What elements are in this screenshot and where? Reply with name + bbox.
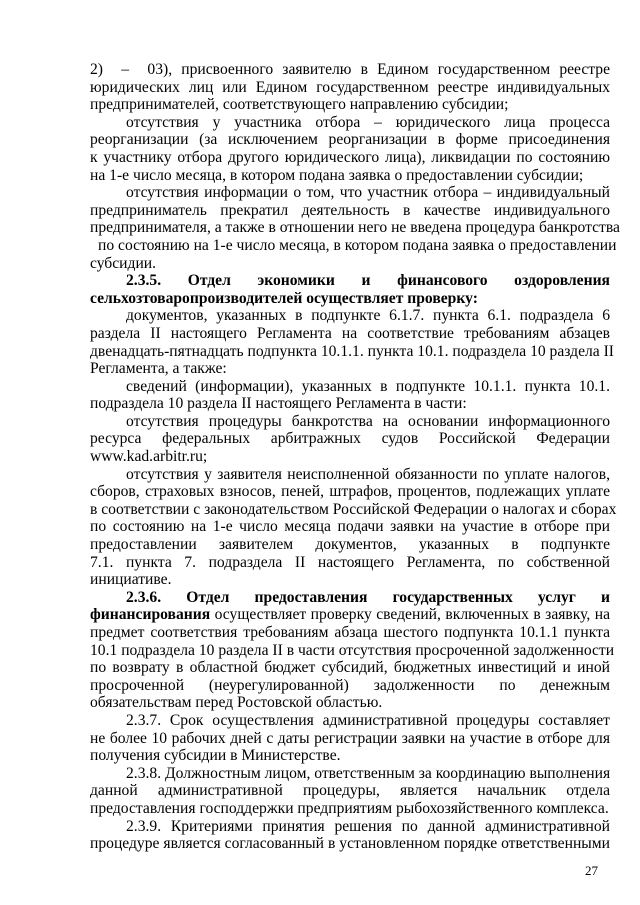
text-line: по состоянию на 1-е число месяца подачи заявки на участие в отборе при	[90, 518, 610, 536]
text-line: предпринимателей, соответствующего направлению субсидии;	[90, 96, 509, 114]
text-line: просроченной (неурегулированной) задолженности по денежным	[90, 676, 610, 694]
text-line: на 1-е число месяца, в котором подана заявка о предоставлении субсидии;	[90, 166, 584, 184]
text-line: обязательствам перед Ростовской областью.	[90, 694, 383, 712]
text-line: 2.3.9. Критериями принятия решения по данной административной	[126, 817, 610, 835]
text-line: отсутствия у участника отбора – юридического лица процесса	[126, 113, 610, 131]
text-line: документов, указанных в подпункте 6.1.7. пункта 6.1. подраздела 6	[126, 307, 610, 325]
text-line: 2.3.8. Должностным лицом, ответственным за координацию выполнения	[126, 764, 611, 782]
text-line: по состоянию на 1-е число месяца, в котором подана заявка о предоставлении	[98, 236, 617, 254]
bold-term: финансирования	[90, 606, 211, 624]
text-line: реорганизации (за исключением реорганизации в форме присоединения	[90, 131, 610, 149]
paragraph	[90, 378, 610, 413]
text-line: юридических лиц или Едином государственном реестре индивидуальных	[90, 78, 610, 96]
document-body	[90, 61, 620, 853]
text-line: в соответствии с законодательством Российской Федерации о налогах и сборах	[90, 500, 617, 518]
paragraph	[90, 61, 610, 114]
text-line: подраздела 10 раздела II настоящего Регламента в части:	[90, 395, 467, 413]
text-line: двенадцать-пятнадцать подпункта 10.1.1. пункта 10.1. подраздела 10 раздела II	[90, 342, 614, 360]
text-line: предмет соответствия требованиям абзаца шестого подпункта 10.1.1 пункта	[90, 624, 610, 641]
page-number: 27	[585, 863, 598, 878]
text-line: финансирования осуществляет проверку сведений, включенных в заявку, на	[90, 606, 610, 624]
text-line: предоставления господдержки предприятиям рыбохозяйственного комплекса.	[90, 799, 609, 817]
text-line: 2) – 03), присвоенного заявителю в Едином государственном реестре	[90, 61, 610, 78]
text-line: 10.1 подраздела 10 раздела II в части отсутствия просроченной задолженности	[90, 641, 615, 659]
text-line: отсутствия информации о том, что участник отбора – индивидуальный	[126, 184, 610, 202]
text-line: www.kad.arbitr.ru;	[90, 448, 208, 466]
text-line: 7.1. пункта 7. подраздела II настоящего Регламента, по собственной	[90, 553, 610, 571]
text-line: субсидии.	[90, 254, 157, 272]
text-line: предоставлении заявителем документов, указанных в подпункте	[90, 536, 610, 554]
text-line: отсутствия процедуры банкротства на основании информационного	[126, 412, 610, 430]
text-line: Регламента, а также:	[90, 360, 227, 378]
text-line: не более 10 рабочих дней с даты регистрации заявки на участие в отборе для	[90, 729, 610, 747]
text-line: сельхозтоваропроизводителей осуществляет проверку:	[90, 289, 478, 307]
text-line: отсутствия у заявителя неисполненной обязанности по уплате налогов,	[126, 465, 610, 483]
paragraph	[90, 712, 610, 765]
paragraph	[90, 307, 614, 378]
text-line: сведений (информации), указанных в подпункте 10.1.1. пункта 10.1.	[126, 377, 610, 395]
text-line: 2.3.7. Срок осуществления административной процедуры составляет	[126, 711, 610, 729]
paragraph	[90, 114, 610, 184]
text-line: ресурса федеральных арбитражных судов Российской Федерации	[90, 430, 610, 448]
text-line: 2.3.5. Отдел экономики и финансового оздоровления	[126, 272, 610, 290]
text-line: инициативе.	[90, 571, 172, 589]
text-line: получения субсидии в Министерстве.	[90, 747, 341, 765]
paragraph	[90, 465, 617, 589]
text-line: по возврату в областной бюджет субсидий, бюджетных инвестиций и иной	[90, 659, 610, 677]
paragraph	[90, 818, 610, 853]
text-line: раздела II настоящего Регламента на соответствие требованиям абзацев	[90, 324, 610, 342]
text-line: предпринимателя, а также в отношении него не введена процедура банкротства	[90, 219, 620, 237]
paragraph	[90, 413, 610, 466]
text-line: процедуре является согласованный в установленном порядке ответственными	[90, 835, 610, 853]
text-line: предприниматель прекратил деятельность в качестве индивидуального	[90, 201, 610, 219]
text-line: сборов, страховых взносов, пеней, штрафов, процентов, подлежащих уплате	[90, 483, 610, 501]
paragraph	[90, 184, 620, 272]
text-line: к участнику отбора другого юридического лица), ликвидации по состоянию	[90, 148, 610, 166]
text-line: 2.3.6. Отдел предоставления государственных услуг и	[126, 588, 610, 606]
paragraph	[90, 588, 615, 712]
section-heading-2-3-5	[90, 272, 610, 307]
paragraph	[90, 765, 610, 818]
text-line: данной административной процедуры, является начальник отдела	[90, 782, 610, 800]
